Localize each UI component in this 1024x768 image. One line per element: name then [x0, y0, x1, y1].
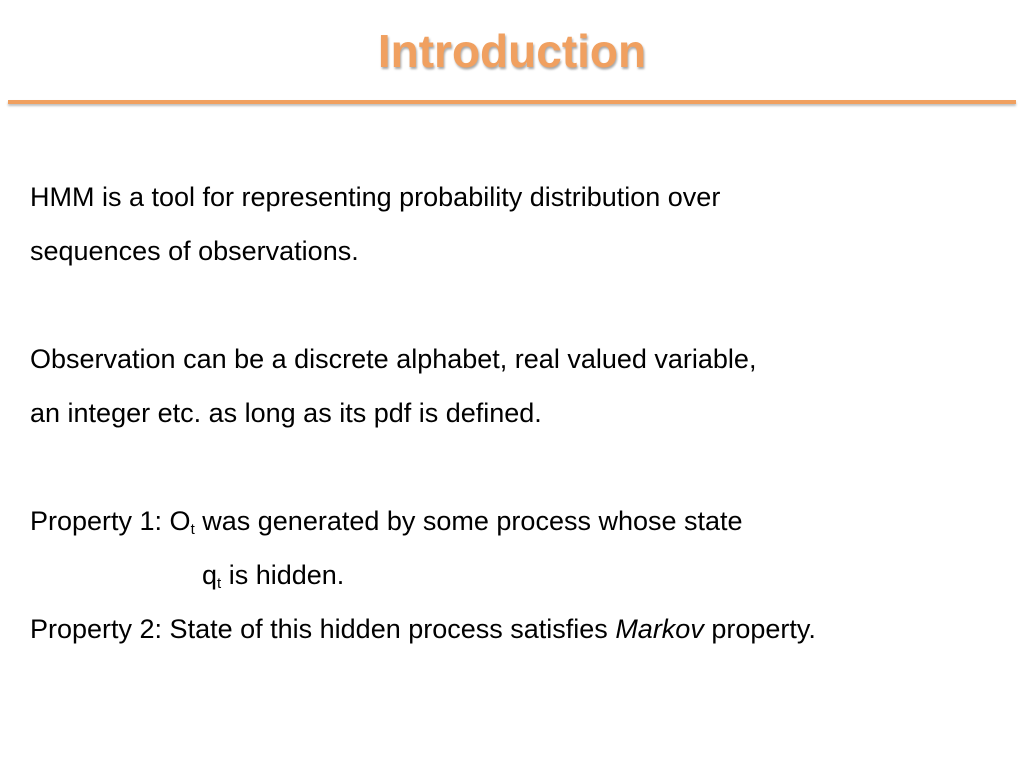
paragraph1-line2: sequences of observations.	[30, 236, 359, 266]
property2-suffix: property.	[703, 614, 816, 644]
property1-line2	[30, 548, 1010, 602]
property1-var-subscript: t	[217, 575, 222, 592]
slide-body	[30, 170, 1010, 656]
paragraph2-line1: Observation can be a discrete alphabet, real valued variable,	[30, 344, 757, 374]
property2-prefix: Property 2: State of this hidden process satisfies	[30, 614, 616, 644]
property2-emphasis: Markov	[615, 614, 704, 644]
spacer	[30, 278, 1010, 332]
property2-line	[30, 602, 1010, 656]
property1-line1	[30, 494, 1010, 548]
paragraph2-line2: an integer etc. as long as its pdf is defined.	[30, 398, 542, 428]
property1-var: q	[202, 560, 218, 590]
spacer	[30, 440, 1010, 494]
property1-subscript: t	[190, 521, 195, 538]
paragraph1-line1: HMM is a tool for representing probability distribution over	[30, 182, 721, 212]
property1-rest2: is hidden.	[221, 560, 345, 590]
slide-title: Introduction	[377, 25, 647, 77]
property1-rest: was generated by some process whose state	[194, 506, 743, 536]
title-divider	[8, 100, 1016, 104]
property1-prefix: Property 1: O	[30, 506, 191, 536]
